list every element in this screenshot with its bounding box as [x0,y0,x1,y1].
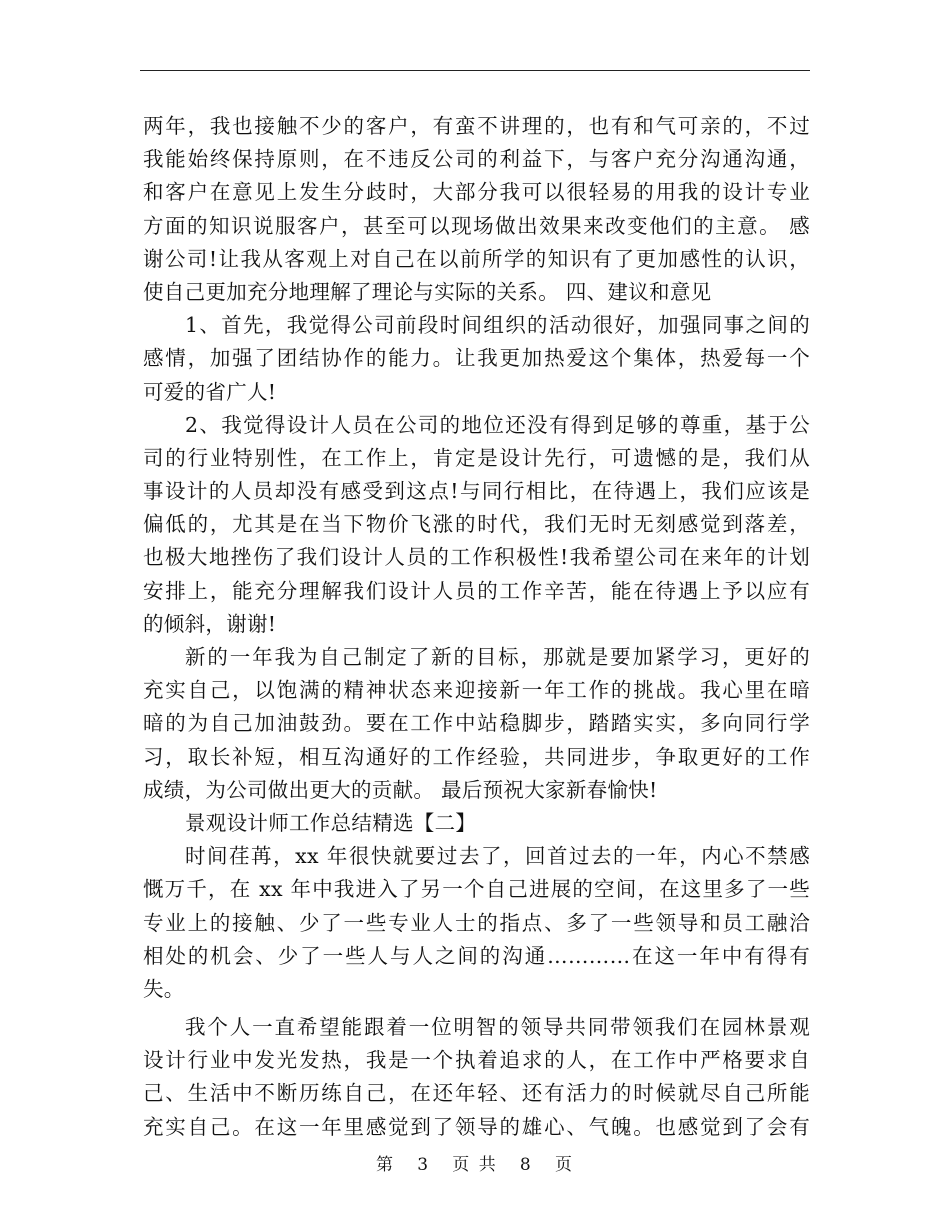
text-line: 时间荏苒，xx 年很快就要过去了，回首过去的一年，内心不禁感 [185,844,810,869]
footer-total-pages: 8 [519,1155,533,1175]
text-line: 可爱的省广人! [143,379,277,404]
paragraph [143,110,810,309]
text-line: 专业上的接触、少了一些专业人士的指点、多了一些领导和员工融洽 [143,910,810,935]
text-line: 使自己更加充分地理解了理论与实际的关系。 四、建议和意见 [143,279,712,304]
body-text [143,110,810,1144]
text-line: 景观设计师工作总结精选【二】 [185,810,477,835]
text-line: 和客户在意见上发生分歧时，大部分我可以很轻易的用我的设计专业 [143,180,810,205]
text-line: 慨万千，在 xx 年中我进入了另一个自己进展的空间，在这里多了一些 [143,877,810,902]
text-line: 的倾斜，谢谢! [143,611,277,636]
paragraph [143,309,810,409]
paragraph [143,807,810,840]
text-line: 失。 [143,976,185,1001]
text-line: 我能始终保持原则，在不违反公司的利益下，与客户充分沟通沟通， [143,147,810,172]
paragraph [143,840,810,1006]
text-line: 感情，加强了团结协作的能力。让我更加热爱这个集体，热爱每一个 [143,346,810,371]
footer-middle: 页 共 [452,1155,498,1175]
footer-current-page: 3 [417,1155,431,1175]
text-line: 习，取长补短，相互沟通好的工作经验，共同进步，争取更好的工作 [143,744,810,769]
text-line: 成绩，为公司做出更大的贡献。 最后预祝大家新春愉快! [143,777,658,802]
header-rule [140,70,810,71]
footer-prefix: 第 [376,1155,396,1175]
paragraph [143,641,810,807]
text-line: 安排上，能充分理解我们设计人员的工作辛苦，能在待遇上予以应有 [143,578,810,603]
text-line: 偏低的，尤其是在当下物价飞涨的时代，我们无时无刻感觉到落差， [143,512,810,537]
text-line: 设计行业中发光发热，我是一个执着追求的人，在工作中严格要求自 [143,1048,810,1073]
paragraph [143,409,810,641]
page-footer [0,1150,950,1175]
text-line: 两年，我也接触不少的客户，有蛮不讲理的，也有和气可亲的，不过 [143,114,810,138]
text-line: 己、生活中不断历练自己，在还年轻、还有活力的时候就尽自己所能 [143,1081,810,1106]
text-line: 新的一年我为自己制定了新的目标，那就是要加紧学习，更好的 [185,645,810,669]
text-line: 我个人一直希望能跟着一位明智的领导共同带领我们在园林景观 [185,1015,810,1040]
text-line: 谢公司!让我从客观上对自己在以前所学的知识有了更加感性的认识， [143,246,810,271]
text-line: 2、我觉得设计人员在公司的地位还没有得到足够的尊重，基于公 [185,412,810,437]
text-line: 充实自己。在这一年里感觉到了领导的雄心、气魄。也感觉到了会有 [143,1114,810,1139]
paragraph [143,1011,810,1144]
text-line: 事设计的人员却没有感受到这点!与同行相比，在待遇上，我们应该是 [143,479,810,504]
text-line: 也极大地挫伤了我们设计人员的工作积极性!我希望公司在来年的计划 [143,545,810,570]
footer-suffix: 页 [554,1155,574,1175]
text-line: 1、首先，我觉得公司前段时间组织的活动很好，加强同事之间的 [185,313,810,338]
text-line: 充实自己，以饱满的精神状态来迎接新一年工作的挑战。我心里在暗 [143,678,810,703]
text-line: 暗的为自己加油鼓劲。要在工作中站稳脚步，踏踏实实，多向同行学 [143,711,810,736]
text-line: 方面的知识说服客户，甚至可以现场做出效果来改变他们的主意。 感 [143,213,810,238]
text-line: 相处的机会、少了一些人与人之间的沟通…………在这一年中有得有 [143,943,810,968]
text-line: 司的行业特别性，在工作上，肯定是设计先行，可遗憾的是，我们从 [143,445,810,470]
